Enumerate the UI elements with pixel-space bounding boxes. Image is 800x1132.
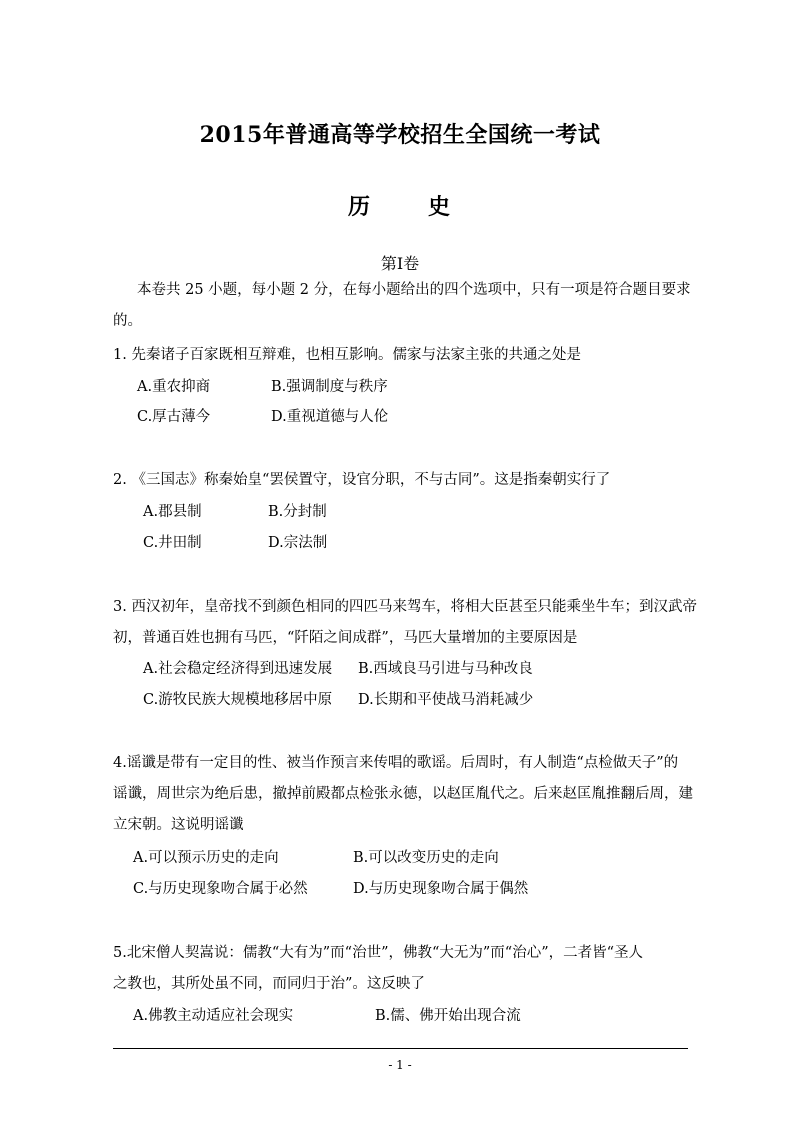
question-4-option-c: C.与历史现象吻合属于必然 bbox=[133, 881, 308, 897]
question-4-line-3: 立宋朝。这说明谣谶 bbox=[113, 817, 244, 833]
question-2-option-a: A.郡县制 bbox=[143, 504, 202, 520]
volume-label: 第I卷 bbox=[380, 254, 420, 273]
question-5-option-a: A.佛教主动适应社会现实 bbox=[133, 1008, 294, 1024]
question-2-option-d: D.宗法制 bbox=[268, 535, 328, 551]
question-1-option-c: C.厚古薄今 bbox=[137, 409, 211, 425]
question-3-option-b: B.西域良马引进与马种改良 bbox=[358, 661, 533, 677]
question-3-line-1: 3. 西汉初年，皇帝找不到颜色相同的四匹马来驾车，将相大臣甚至只能乘坐牛车；到汉武帝 bbox=[113, 599, 697, 615]
question-1-option-d: D.重视道德与人伦 bbox=[271, 409, 389, 425]
subject-heading bbox=[348, 190, 450, 221]
question-5-line-1: 5.北宋僧人契嵩说：儒教“大有为”而“治世”，佛教“大无为”而“治心”，二者皆“圣人 bbox=[113, 945, 644, 961]
question-4-option-a: A.可以预示历史的走向 bbox=[133, 850, 279, 866]
question-3-option-c: C.游牧民族大规模地移居中原 bbox=[143, 692, 333, 708]
question-2-option-c: C.井田制 bbox=[143, 535, 202, 551]
page-number: - 1 - bbox=[388, 1058, 412, 1072]
question-5-option-b: B.儒、佛开始出现合流 bbox=[375, 1008, 521, 1024]
exam-title: 2015年普通高等学校招生全国统一考试 bbox=[199, 122, 601, 148]
question-1-option-b: B.强调制度与秩序 bbox=[271, 379, 388, 395]
question-1-option-a: A.重农抑商 bbox=[137, 379, 211, 395]
question-2-option-b: B.分封制 bbox=[268, 504, 327, 520]
intro-line-2: 的。 bbox=[113, 313, 142, 329]
question-1-line-1: 1. 先秦诸子百家既相互辩难，也相互影响。儒家与法家主张的共通之处是 bbox=[113, 347, 581, 363]
question-4-option-b: B.可以改变历史的走向 bbox=[353, 850, 499, 866]
question-3-line-2: 初，普通百姓也拥有马匹，“阡陌之间成群”，马匹大量增加的主要原因是 bbox=[113, 630, 578, 646]
subject-char-2: 史 bbox=[428, 194, 451, 220]
question-2-line-1: 2. 《三国志》称秦始皇“罢侯置守，设官分职，不与古同”。这是指秦朝实行了 bbox=[113, 472, 611, 488]
question-3-option-d: D.长期和平使战马消耗减少 bbox=[358, 692, 534, 708]
intro-line-1: 本卷共 25 小题，每小题 2 分，在每小题给出的四个选项中，只有一项是符合题目要求 bbox=[137, 282, 691, 298]
question-4-line-2: 谣谶，周世宗为绝后患，撤掉前殿都点检张永德，以赵匡胤代之。后来赵匡胤推翻后周，建 bbox=[113, 786, 693, 802]
question-4-option-d: D.与历史现象吻合属于偶然 bbox=[353, 881, 529, 897]
question-4-line-1: 4.谣谶是带有一定目的性、被当作预言来传唱的歌谣。后周时，有人制造“点检做天子”的 bbox=[113, 755, 679, 771]
subject-char-1: 历 bbox=[348, 194, 371, 220]
question-3-option-a: A.社会稳定经济得到迅速发展 bbox=[143, 661, 333, 677]
question-5-line-2: 之教也，其所处虽不同，而同归于治”。这反映了 bbox=[113, 976, 425, 992]
footer-rule bbox=[113, 1048, 688, 1049]
